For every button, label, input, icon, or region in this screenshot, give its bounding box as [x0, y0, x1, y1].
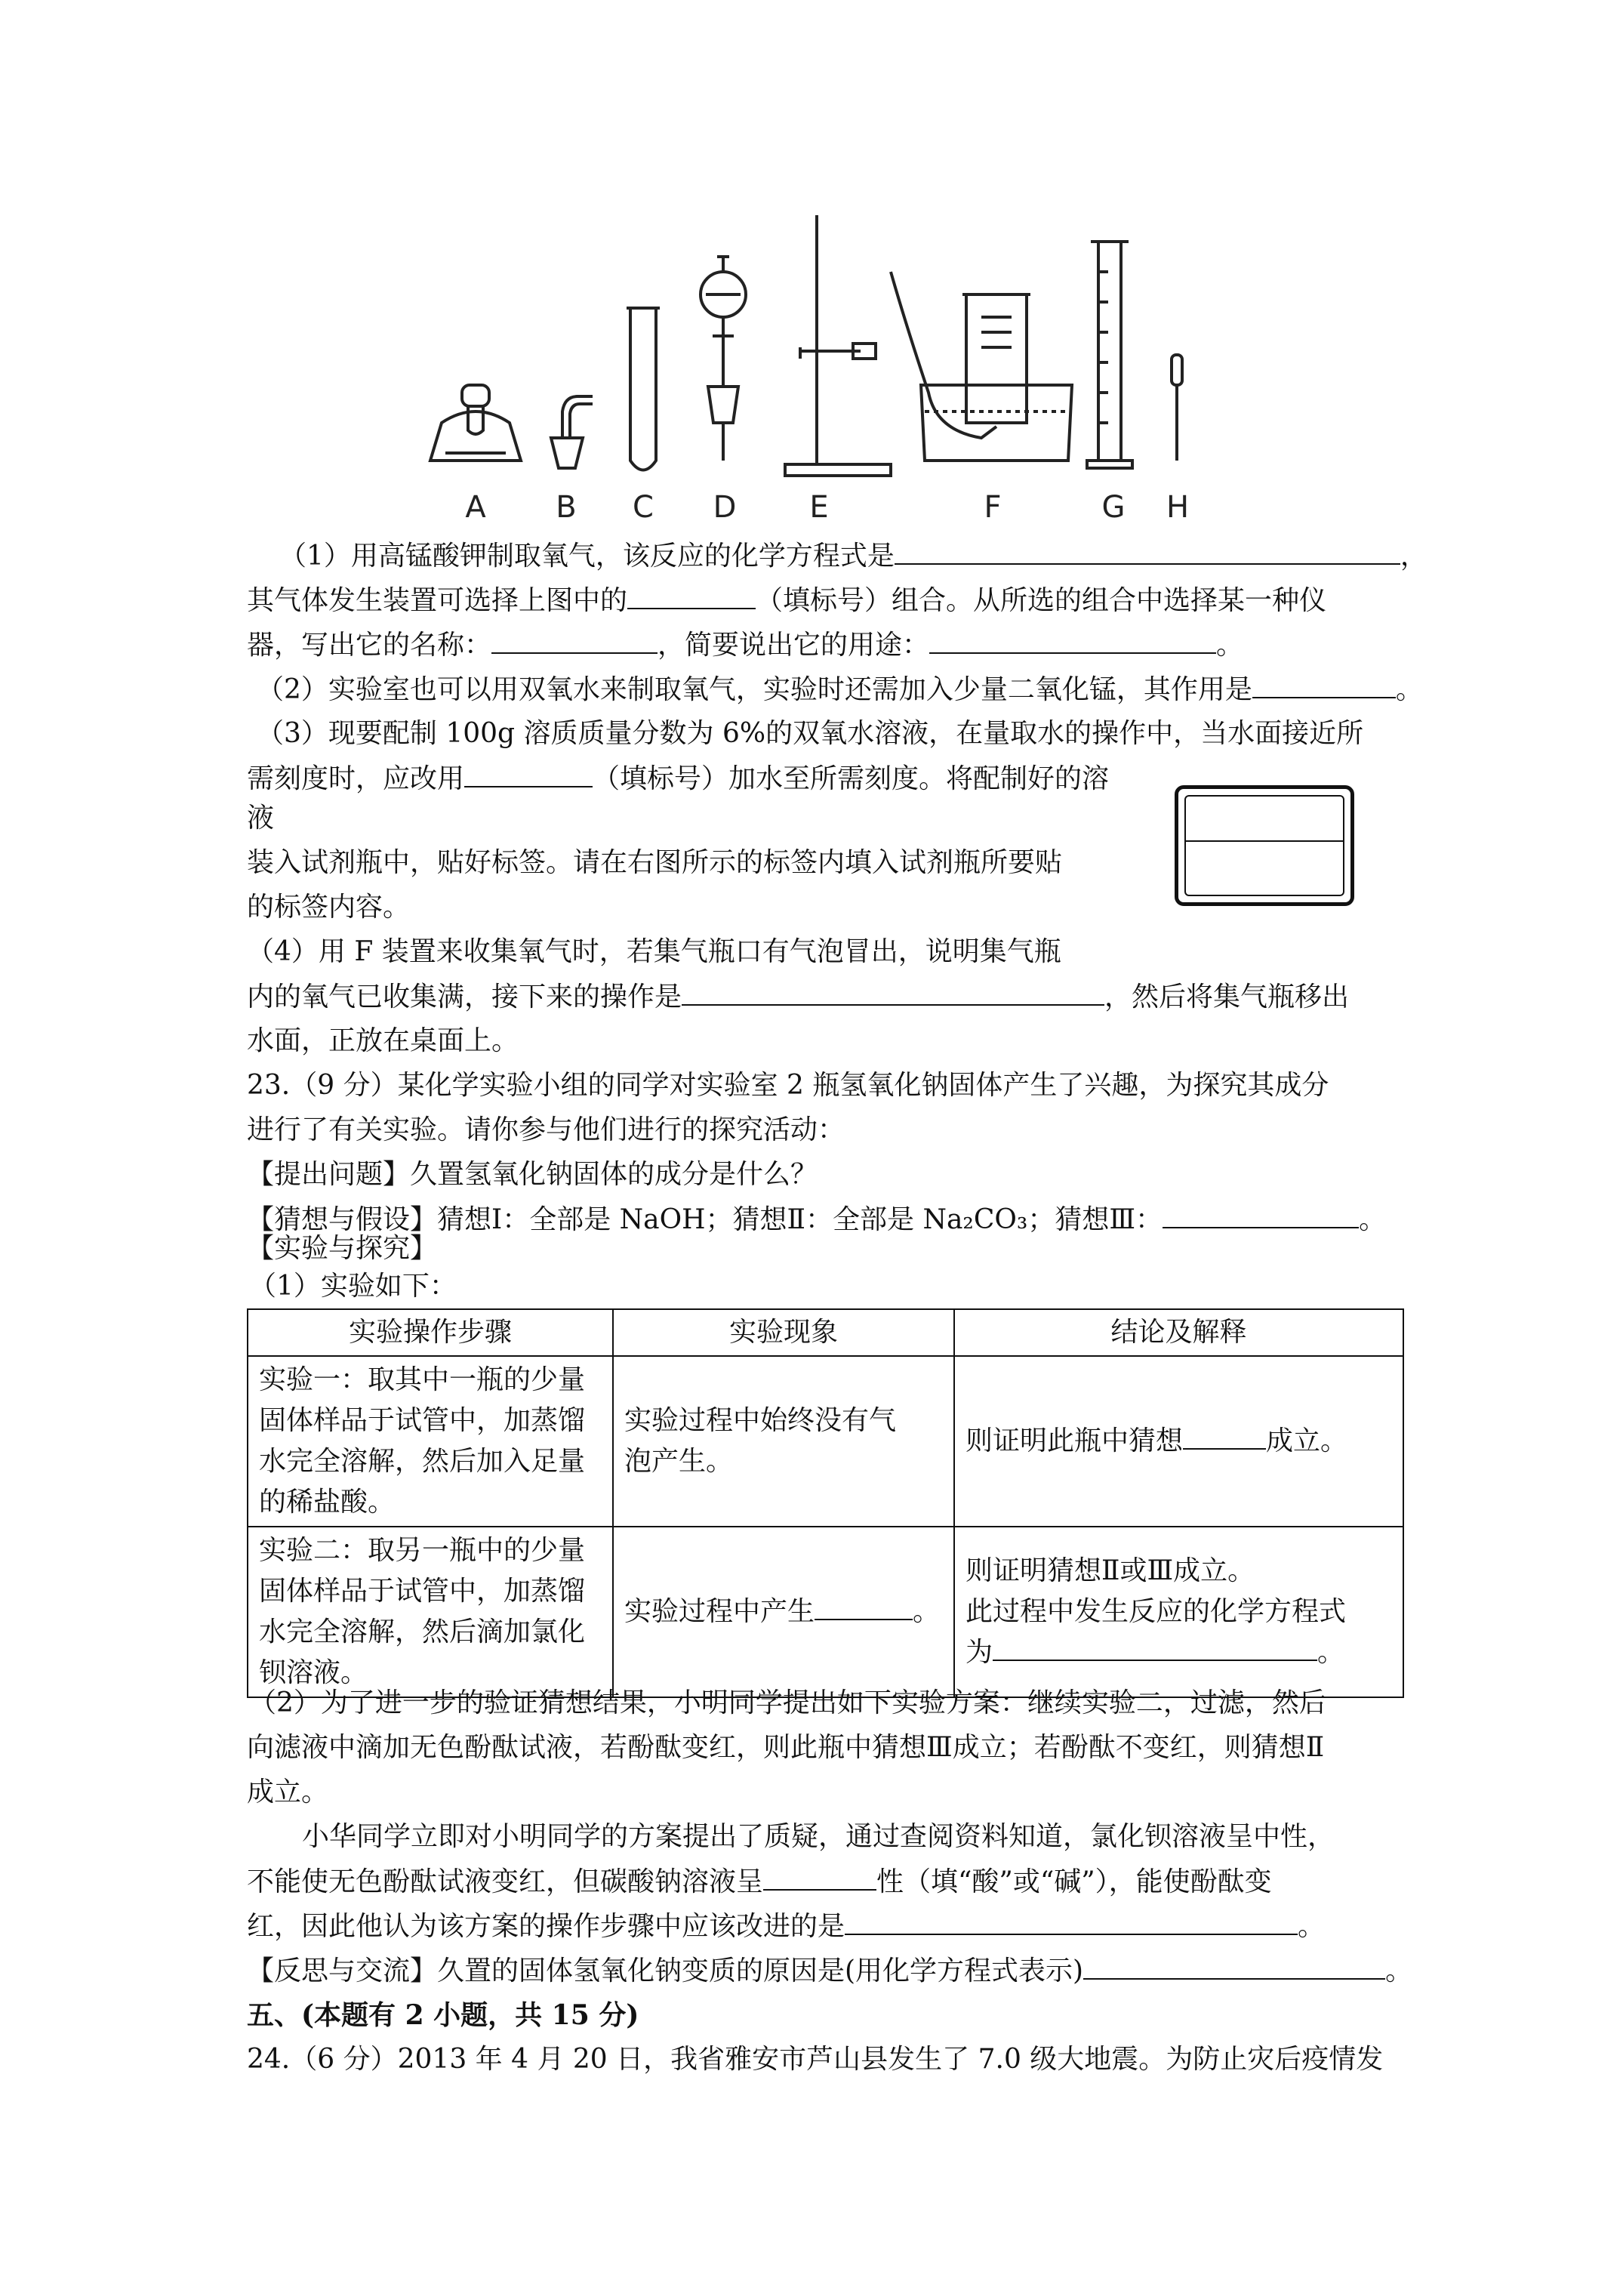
q22-part3-line3: 液: [247, 803, 275, 834]
q23-intro-line1: 23.（9 分）某化学实验小组的同学对实验室 2 瓶氢氧化钠固体产生了兴趣，为探究其成分: [247, 1070, 1329, 1101]
reagent-label-box[interactable]: [1175, 785, 1354, 906]
iron-stand-icon: [785, 215, 891, 476]
q22-part3-line4: 装入试剂瓶中，贴好标签。请在右图所示的标签内填入试剂瓶所要贴: [247, 847, 1063, 878]
q23-reflect: 【反思与交流】久置的固体氢氧化钠变质的原因是(用化学方程式表示) 。: [247, 1952, 1412, 1989]
q22-part4-line1: （4）用 F 装置来收集氧气时，若集气瓶口有气泡冒出，说明集气瓶: [247, 936, 1061, 967]
figure-label-g: G: [1101, 490, 1126, 525]
q22-part2: （2）实验室也可以用双氧水来制取氧气，实验时还需加入少量二氧化锰，其作用是 。: [257, 671, 1423, 708]
test-tube-icon: [627, 308, 660, 470]
answer-blank-solution-nature[interactable]: [763, 1863, 876, 1891]
answer-blank-mno2-role[interactable]: [1252, 671, 1396, 698]
answer-blank-hypothesis3[interactable]: [1163, 1201, 1359, 1228]
q24-line1: 24.（6 分）2013 年 4 月 20 日，我省雅安市芦山县发生了 7.0 级大地震。为防止灾后疫情发: [247, 2044, 1384, 2075]
q23-hypothesis: 【猜想与假设】猜想Ⅰ：全部是 NaOH；猜想Ⅱ：全部是 Na₂CO₃；猜想Ⅲ： 。: [247, 1201, 1386, 1238]
section5-title: 五、(本题有 2 小题，共 15 分): [247, 1999, 639, 2031]
water-trough-icon: [891, 272, 1072, 461]
q23-part3-line1: 小华同学立即对小明同学的方案提出了质疑，通过查阅资料知道，氯化钡溶液呈中性，: [302, 1821, 1335, 1852]
row1-step: 实验一：取其中一瓶的少量 固体样品于试管中，加蒸馏 水完全溶解，然后加入足量 的稀盐酸。: [248, 1356, 613, 1527]
graduated-cylinder-icon: [1087, 242, 1132, 468]
row1-conclusion: 则证明此瓶中猜想 成立。: [954, 1356, 1403, 1527]
answer-blank-reflect-equation[interactable]: [1083, 1952, 1385, 1980]
experiment-table: [247, 1308, 1404, 1698]
q22-part3-line1: （3）现要配制 100g 溶质质量分数为 6%的双氧水溶液，在量取水的操作中，当水面接近所: [257, 718, 1364, 749]
figure-label-e: E: [809, 490, 829, 525]
answer-blank-apparatus[interactable]: [627, 582, 756, 609]
dropper-icon: [1172, 355, 1182, 461]
q22-part4-line2: 内的氧气已收集满，接下来的操作是 ，然后将集气瓶移出: [247, 978, 1349, 1015]
q23-part2-line2: 向滤液中滴加无色酚酞试液，若酚酞变红，则此瓶中猜想Ⅲ成立；若酚酞不变红，则猜想Ⅱ: [247, 1732, 1325, 1763]
q22-part1-line2: 其气体发生装置可选择上图中的 （填标号）组合。从所选的组合中选择某一种仪: [247, 582, 1326, 619]
answer-blank-row1-hypothesis[interactable]: [1183, 1422, 1266, 1450]
figure-label-d: D: [713, 490, 737, 525]
lab-apparatus-figure: [408, 211, 1208, 529]
table-row: [248, 1527, 1403, 1697]
table-header-conclusion: 结论及解释: [954, 1309, 1403, 1356]
figure-label-h: H: [1166, 490, 1190, 525]
figure-label-b: B: [556, 490, 577, 525]
answer-blank-instrument[interactable]: [464, 760, 593, 787]
table-header-phenomenon: 实验现象: [613, 1309, 954, 1356]
q23-intro-line2: 进行了有关实验。请你参与他们进行的探究活动：: [247, 1114, 845, 1145]
answer-blank-equation[interactable]: [895, 538, 1400, 565]
figure-label-a: A: [465, 490, 486, 525]
row1-phenomenon: 实验过程中始终没有气 泡产生。: [613, 1356, 954, 1527]
stopper-tube-icon: [551, 396, 593, 468]
answer-blank-operation[interactable]: [682, 978, 1104, 1006]
answer-blank-row2-equation[interactable]: [993, 1634, 1317, 1661]
q22-part1-line1: （1）用高锰酸钾制取氧气，该反应的化学方程式是 ，: [279, 538, 1427, 575]
q22-part3-line5: 的标签内容。: [247, 892, 411, 923]
q23-question: 【提出问题】久置氢氧化钠固体的成分是什么？: [247, 1159, 818, 1190]
q22-part1-line3: 器，写出它的名称： ，简要说出它的用途： 。: [247, 627, 1243, 664]
answer-blank-use[interactable]: [929, 627, 1216, 654]
row2-step: 实验二：取另一瓶中的少量 固体样品于试管中，加蒸馏 水完全溶解，然后滴加氯化 钡溶液。: [248, 1527, 613, 1697]
table-header-step: 实验操作步骤: [248, 1309, 613, 1356]
figure-label-f: F: [984, 490, 1002, 525]
q22-part4-line3: 水面，正放在桌面上。: [247, 1025, 519, 1056]
q23-explore: 【实验与探究】: [247, 1233, 438, 1264]
q23-exp-intro: （1）实验如下：: [249, 1271, 457, 1302]
q23-part3-line3: 红，因此他认为该方案的操作步骤中应该改进的是 。: [247, 1908, 1325, 1945]
q23-part2-line1: （2）为了进一步的验证猜想结果，小明同学提出如下实验方案：继续实验二，过滤，然后: [249, 1687, 1326, 1718]
alcohol-lamp-icon: [430, 385, 521, 461]
answer-blank-name[interactable]: [491, 627, 658, 654]
separatory-funnel-icon: [701, 257, 746, 461]
answer-blank-row2-phenomenon[interactable]: [815, 1593, 913, 1620]
answer-blank-improvement[interactable]: [845, 1908, 1298, 1935]
row2-conclusion: 则证明猜想Ⅱ或Ⅲ成立。 此过程中发生反应的化学方程式 为 。: [954, 1527, 1403, 1697]
q22-part3-line2: 需刻度时，应改用 （填标号）加水至所需刻度。将配制好的溶: [247, 760, 1109, 797]
q23-part3-line2: 不能使无色酚酞试液变红，但碳酸钠溶液呈 性（填“酸”或“碱”），能使酚酞变: [247, 1863, 1272, 1900]
q23-part2-line3: 成立。: [247, 1777, 329, 1808]
figure-label-c: C: [633, 490, 654, 525]
table-row: [248, 1356, 1403, 1527]
row2-phenomenon: 实验过程中产生 。: [613, 1527, 954, 1697]
